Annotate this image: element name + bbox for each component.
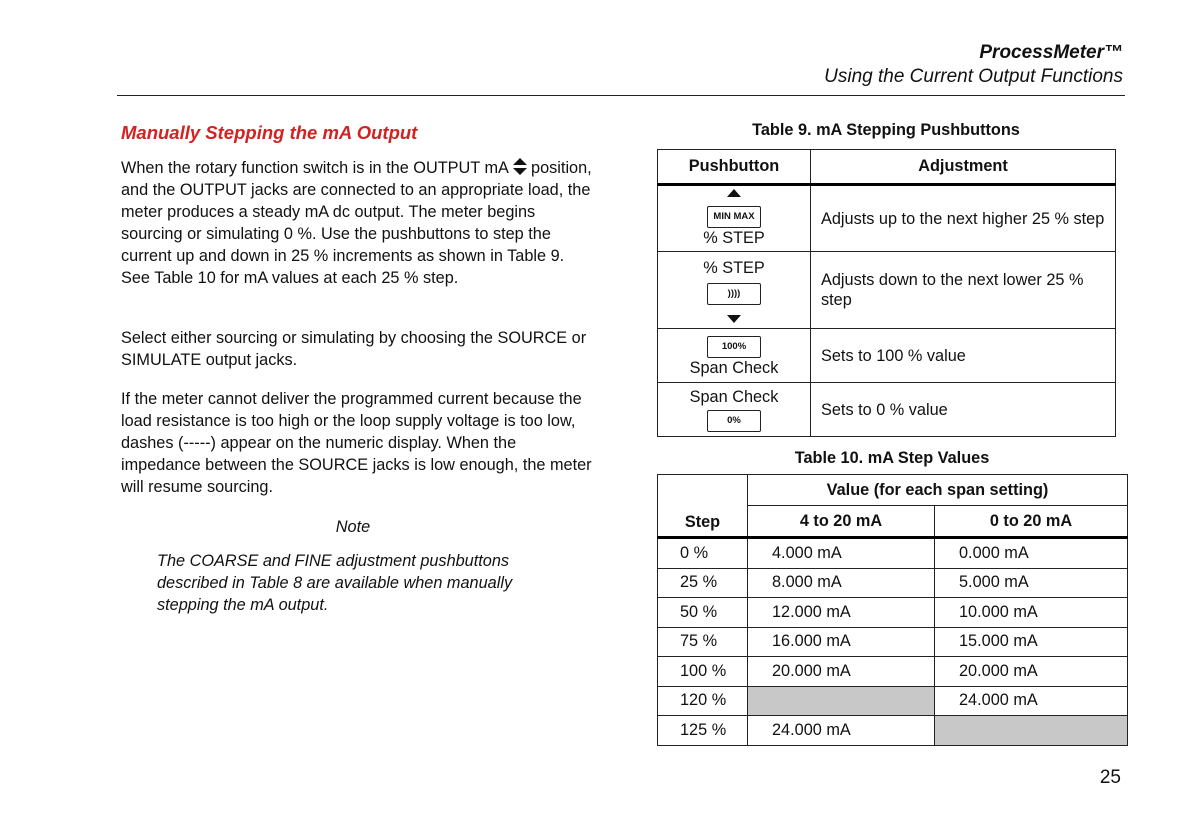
- step-cell: 0 %: [658, 538, 748, 569]
- pushbutton-label: % STEP: [703, 229, 765, 247]
- table-row: [658, 657, 1128, 687]
- value-cell: 20.000 mA: [935, 657, 1128, 687]
- table9-header-pushbutton: Pushbutton: [658, 150, 811, 185]
- pushbutton-cell: [658, 252, 811, 329]
- value-cell: 4.000 mA: [748, 538, 935, 569]
- section-title: Manually Stepping the mA Output: [121, 122, 418, 143]
- table-row: [658, 329, 1116, 383]
- adjustment-text: Sets to 100 % value: [811, 329, 1116, 383]
- table9: [657, 149, 1116, 437]
- span-100-button: 100%: [707, 336, 761, 358]
- pushbutton-label: % STEP: [703, 258, 765, 277]
- value-cell: 5.000 mA: [935, 568, 1128, 598]
- value-cell: 24.000 mA: [935, 686, 1128, 716]
- up-triangle-icon: [727, 189, 741, 197]
- table10-header-0-20: 0 to 20 mA: [935, 506, 1128, 538]
- paragraph-text: position, and the OUTPUT jacks are connected to an appropriate load, the meter produces a steady mA dc output. The meter begins sourcing or simulating 0 %. Use the pushbuttons to step the current up and down in 25 % increments as shown in Table 9. See Table 10 for mA values at each 25 % step.: [121, 159, 592, 287]
- step-cell: 125 %: [658, 716, 748, 746]
- table-row: [658, 686, 1128, 716]
- pushbutton-label: Span Check: [689, 388, 779, 406]
- value-cell: 0.000 mA: [935, 538, 1128, 569]
- table9-caption: Table 9. mA Stepping Pushbuttons: [752, 121, 1020, 139]
- table-row: [658, 716, 1128, 746]
- step-cell: 75 %: [658, 627, 748, 657]
- down-triangle-icon: [727, 315, 741, 323]
- pushbutton-label: Span Check: [689, 359, 779, 377]
- pushbutton-cell: [658, 185, 811, 252]
- value-cell: 8.000 mA: [748, 568, 935, 598]
- step-cell: 100 %: [658, 657, 748, 687]
- adjustment-text: Sets to 0 % value: [811, 383, 1116, 437]
- value-cell: 16.000 mA: [748, 627, 935, 657]
- adjustment-text: Adjusts down to the next lower 25 % step: [811, 252, 1116, 329]
- value-cell: 15.000 mA: [935, 627, 1128, 657]
- table-row: [658, 538, 1128, 569]
- table-row: [658, 627, 1128, 657]
- paragraph-output-intro: [121, 157, 596, 289]
- adjustment-text: Adjusts up to the next higher 25 % step: [811, 185, 1116, 252]
- value-cell: 12.000 mA: [748, 598, 935, 628]
- note-title: Note: [335, 518, 371, 536]
- table-row: [658, 185, 1116, 252]
- header-subtitle: Using the Current Output Functions: [824, 66, 1123, 87]
- note-body: The COARSE and FINE adjustment pushbuttons described in Table 8 are available when manually stepping the mA output.: [157, 552, 513, 614]
- paragraph-source-simulate: Select either sourcing or simulating by choosing the SOURCE or SIMULATE output jacks.: [121, 329, 587, 369]
- paragraph-dashes: If the meter cannot deliver the programmed current because the load resistance is too high or the loop supply voltage is too low, dashes (-----) appear on the numeric display. When the impedance between the SOURCE jacks is low enough, the meter will resume sourcing.: [121, 390, 592, 496]
- table9-header-adjustment: Adjustment: [811, 150, 1116, 185]
- table10-header-step: Step: [658, 475, 748, 538]
- up-down-arrow-icon: [513, 158, 527, 175]
- table10: [657, 474, 1128, 746]
- table10-caption: Table 10. mA Step Values: [794, 449, 990, 467]
- header-title: ProcessMeter™: [979, 42, 1123, 63]
- value-cell: 20.000 mA: [748, 657, 935, 687]
- pushbutton-cell: [658, 383, 811, 437]
- table-row: [658, 568, 1128, 598]
- step-cell: 50 %: [658, 598, 748, 628]
- header-divider: [117, 95, 1125, 96]
- value-cell: 10.000 mA: [935, 598, 1128, 628]
- paragraph-text: When the rotary function switch is in the OUTPUT mA: [121, 159, 508, 177]
- table10-group-header: Value (for each span setting): [748, 475, 1128, 506]
- page-number: 25: [1099, 767, 1121, 788]
- empty-shaded-cell: [748, 686, 935, 716]
- min-max-button: MIN MAX: [707, 206, 761, 228]
- pushbutton-cell: [658, 329, 811, 383]
- table-row: [658, 252, 1116, 329]
- step-cell: 120 %: [658, 686, 748, 716]
- table10-header-4-20: 4 to 20 mA: [748, 506, 935, 538]
- table-row: [658, 383, 1116, 437]
- span-0-button: 0%: [707, 410, 761, 432]
- empty-shaded-cell: [935, 716, 1128, 746]
- beeper-button: )))): [707, 283, 761, 305]
- step-cell: 25 %: [658, 568, 748, 598]
- table-row: [658, 598, 1128, 628]
- value-cell: 24.000 mA: [748, 716, 935, 746]
